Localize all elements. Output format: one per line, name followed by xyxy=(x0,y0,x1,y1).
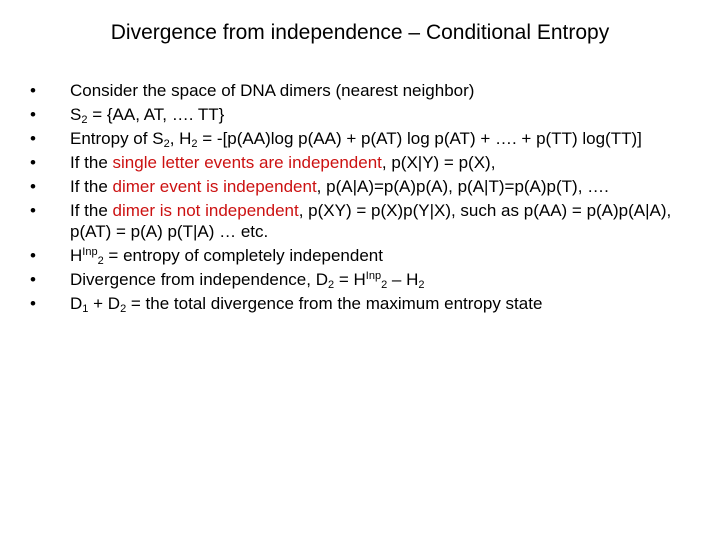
bullet-text: = {AA, AT, …. TT} xyxy=(87,105,225,124)
highlighted-phrase: dimer event is independent xyxy=(112,177,317,196)
bullet-dot-icon: • xyxy=(30,129,36,148)
bullet-text: H xyxy=(70,246,83,265)
superscript: Inp xyxy=(365,270,382,282)
bullet-text: If the xyxy=(70,201,113,220)
bullet-text: D xyxy=(70,294,83,313)
subscript: 2 xyxy=(381,279,388,291)
bullet-list xyxy=(30,80,685,317)
bullet-dot-icon: • xyxy=(30,246,36,265)
bullet-dot-icon: • xyxy=(30,270,36,289)
bullet-text: – H xyxy=(387,270,419,289)
bullet-item-8 xyxy=(30,269,685,290)
highlighted-phrase: dimer is not independent xyxy=(112,201,299,220)
bullet-item-9 xyxy=(30,293,685,314)
bullet-text: Entropy of S xyxy=(70,129,164,148)
bullet-text: = entropy of completely independent xyxy=(103,246,383,265)
highlighted-phrase: single letter events are independent xyxy=(112,153,382,172)
bullet-item-2 xyxy=(30,104,685,125)
subscript: 1 xyxy=(82,303,89,315)
bullet-dot-icon: • xyxy=(30,153,36,172)
slide-title: Divergence from independence – Conditional Entropy xyxy=(110,21,610,44)
bullet-item-1 xyxy=(30,80,685,101)
bullet-text: , H xyxy=(169,129,192,148)
bullet-text: , p(A|A)=p(A)p(A), p(A|T)=p(A)p(T), …. xyxy=(316,177,609,196)
bullet-dot-icon: • xyxy=(30,294,36,313)
bullet-dot-icon: • xyxy=(30,177,36,196)
bullet-item-4 xyxy=(30,152,685,173)
subscript: 2 xyxy=(191,138,198,150)
bullet-text: , p(X|Y) = p(X), xyxy=(381,153,496,172)
subscript: 2 xyxy=(163,138,170,150)
bullet-text: = H xyxy=(334,270,366,289)
bullet-text: = -[p(AA)log p(AA) + p(AT) log p(AT) + …. + p(TT) log(TT)] xyxy=(197,129,642,148)
subscript: 2 xyxy=(418,279,425,291)
bullet-item-6 xyxy=(30,200,685,242)
subscript: 2 xyxy=(120,303,127,315)
bullet-text: Consider the space of DNA dimers (nearest neighbor) xyxy=(70,81,475,100)
bullet-text: S xyxy=(70,105,82,124)
bullet-text: , p(XY) = p(X)p(Y|X), such as p(AA) = p(A)p(A|A), p(AT) = p(A) p(T|A) … etc. xyxy=(70,201,672,241)
bullet-dot-icon: • xyxy=(30,201,36,220)
subscript: 2 xyxy=(327,279,335,291)
superscript: Inp xyxy=(82,246,98,258)
bullet-text: = the total divergence from the maximum entropy state xyxy=(126,294,543,313)
bullet-text: If the xyxy=(70,153,113,172)
subscript: 2 xyxy=(81,114,88,126)
bullet-text: + D xyxy=(88,294,121,313)
bullet-item-5 xyxy=(30,176,685,197)
bullet-item-7 xyxy=(30,245,685,266)
bullet-item-3 xyxy=(30,128,685,149)
bullet-text: Divergence from independence, D xyxy=(70,270,328,289)
bullet-text: If the xyxy=(70,177,113,196)
bullet-dot-icon: • xyxy=(30,105,36,124)
bullet-dot-icon: • xyxy=(30,81,36,100)
subscript: 2 xyxy=(97,255,104,267)
